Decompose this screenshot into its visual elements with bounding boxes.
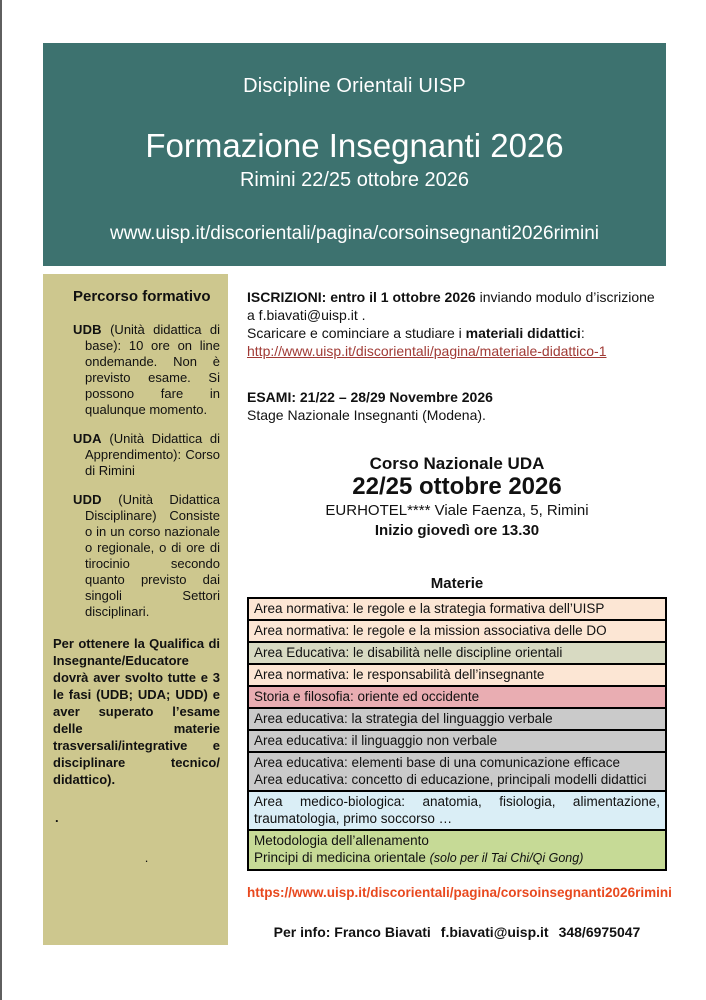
sidebar-heading: Percorso formativo bbox=[73, 288, 211, 305]
subjects-table bbox=[247, 597, 667, 871]
sidebar-item-udd bbox=[73, 492, 220, 620]
exams-paragraph bbox=[247, 388, 667, 424]
subject-text: Area normativa: le regole e la strategia formativa dell’UISP bbox=[254, 601, 605, 616]
table-row bbox=[249, 643, 665, 665]
subject-text: Area educativa: elementi base di una comunicazione efficace bbox=[254, 755, 620, 770]
uda-text: (Unità Didattica di Apprendimento): Corso di Rimini bbox=[85, 431, 220, 478]
sidebar-item-udb bbox=[73, 322, 220, 418]
subject-text: Metodologia dell’allenamento bbox=[254, 833, 429, 848]
subject-text: traumatologia, primo soccorso … bbox=[254, 811, 453, 826]
table-row bbox=[249, 621, 665, 643]
udd-text: (Unità Didattica Disciplinare) Consiste o in un corso nazionale o regionale, o di ore di tirocinio secondo quanto previsto dai singoli Settori disciplinari. bbox=[85, 492, 220, 619]
subject-note-italic: (solo per il Tai Chi/Qi Gong) bbox=[429, 851, 584, 865]
contact-phone: 348/6975047 bbox=[558, 924, 641, 940]
enrollment-lead-rest: inviando modulo d’iscrizione bbox=[475, 289, 655, 305]
exams-stage: Stage Nazionale Insegnanti (Modena). bbox=[247, 407, 486, 423]
organization-name: Discipline Orientali UISP bbox=[243, 75, 466, 97]
study-pre: Scaricare e cominciare a studiare i bbox=[247, 325, 466, 341]
contact-label: Per info: Franco Biavati bbox=[273, 924, 431, 940]
subject-text: Area normativa: le regole e la mission associativa delle DO bbox=[254, 623, 607, 638]
course-venue: EURHOTEL**** Viale Faenza, 5, Rimini bbox=[325, 502, 589, 519]
subjects-heading: Materie bbox=[430, 575, 484, 592]
course-date: 22/25 ottobre 2026 bbox=[352, 473, 562, 500]
sidebar-dot-1: . bbox=[55, 810, 59, 825]
subject-text: Principi di medicina orientale bbox=[254, 850, 430, 865]
contact-info bbox=[247, 923, 667, 941]
sidebar-percorso-formativo bbox=[43, 274, 228, 945]
course-start-time: Inizio giovedì ore 13.30 bbox=[374, 522, 540, 539]
sidebar-item-uda bbox=[73, 431, 220, 479]
scan-edge-line bbox=[0, 0, 2, 1000]
course-title: Corso Nazionale UDA bbox=[369, 454, 545, 473]
subject-text: Area normativa: le responsabilità dell’insegnante bbox=[254, 667, 545, 682]
header-banner bbox=[43, 43, 666, 266]
subject-text: Area educativa: la strategia del linguaggio verbale bbox=[254, 711, 553, 726]
subject-text: Area educativa: concetto di educazione, principali modelli didattici bbox=[254, 772, 647, 787]
subject-text: Area medico-biologica: anatomia, fisiologia, alimentazione, bbox=[254, 794, 660, 809]
table-row bbox=[249, 753, 665, 792]
uda-term: UDA bbox=[73, 431, 102, 446]
materials-url-link[interactable]: http://www.uisp.it/discorientali/pagina/materiale-didattico-1 bbox=[247, 343, 607, 359]
table-row bbox=[249, 687, 665, 709]
sidebar-dot-2: . bbox=[144, 850, 149, 865]
table-row bbox=[249, 665, 665, 687]
sidebar-qualification-note: Per ottenere la Qualifica di Insegnante/Educatore dovrà aver svolto tutte e 3 le fasi (UDB; UDA; UDD) e aver superato l’esame delle materie trasversali/integrative e disciplinare tecnico/ didattico). bbox=[53, 636, 220, 787]
header-course-url-link[interactable]: www.uisp.it/discorientali/pagina/corsoinsegnanti2026rimini bbox=[110, 223, 599, 244]
udb-text: (Unità didattica di base): 10 ore on line ondemande. Non è previsto esame. Si possono fare in qualunque momento. bbox=[85, 322, 220, 417]
page-title: Formazione Insegnanti 2026 bbox=[145, 127, 564, 164]
table-row bbox=[249, 709, 665, 731]
exams-dates: ESAMI: 21/22 – 28/29 Novembre 2026 bbox=[247, 389, 493, 405]
event-date-location: Rimini 22/25 ottobre 2026 bbox=[239, 169, 470, 191]
table-row bbox=[249, 731, 665, 753]
enrollment-paragraph bbox=[247, 288, 667, 360]
subject-text: Area Educativa: le disabilità nelle discipline orientali bbox=[254, 645, 563, 660]
study-materials-label: materiali didattici bbox=[465, 325, 581, 341]
enrollment-deadline: ISCRIZIONI: entro il 1 ottobre 2026 bbox=[247, 289, 476, 305]
enrollment-email-line: a f.biavati@uisp.it . bbox=[247, 307, 366, 323]
table-row bbox=[249, 831, 665, 871]
udb-term: UDB bbox=[73, 322, 102, 337]
subject-text: Area educativa: il linguaggio non verbale bbox=[254, 733, 498, 748]
udd-term: UDD bbox=[73, 492, 102, 507]
study-post: : bbox=[580, 325, 585, 341]
contact-email[interactable]: f.biavati@uisp.it bbox=[440, 924, 549, 940]
footer-course-url-link[interactable]: https://www.uisp.it/discorientali/pagina/corsoinsegnanti2026rimini bbox=[247, 885, 672, 900]
main-content bbox=[247, 288, 672, 941]
table-row bbox=[249, 792, 665, 831]
table-row bbox=[249, 599, 665, 621]
course-block bbox=[247, 455, 667, 540]
subject-text: Storia e filosofia: oriente ed occidente bbox=[254, 689, 480, 704]
